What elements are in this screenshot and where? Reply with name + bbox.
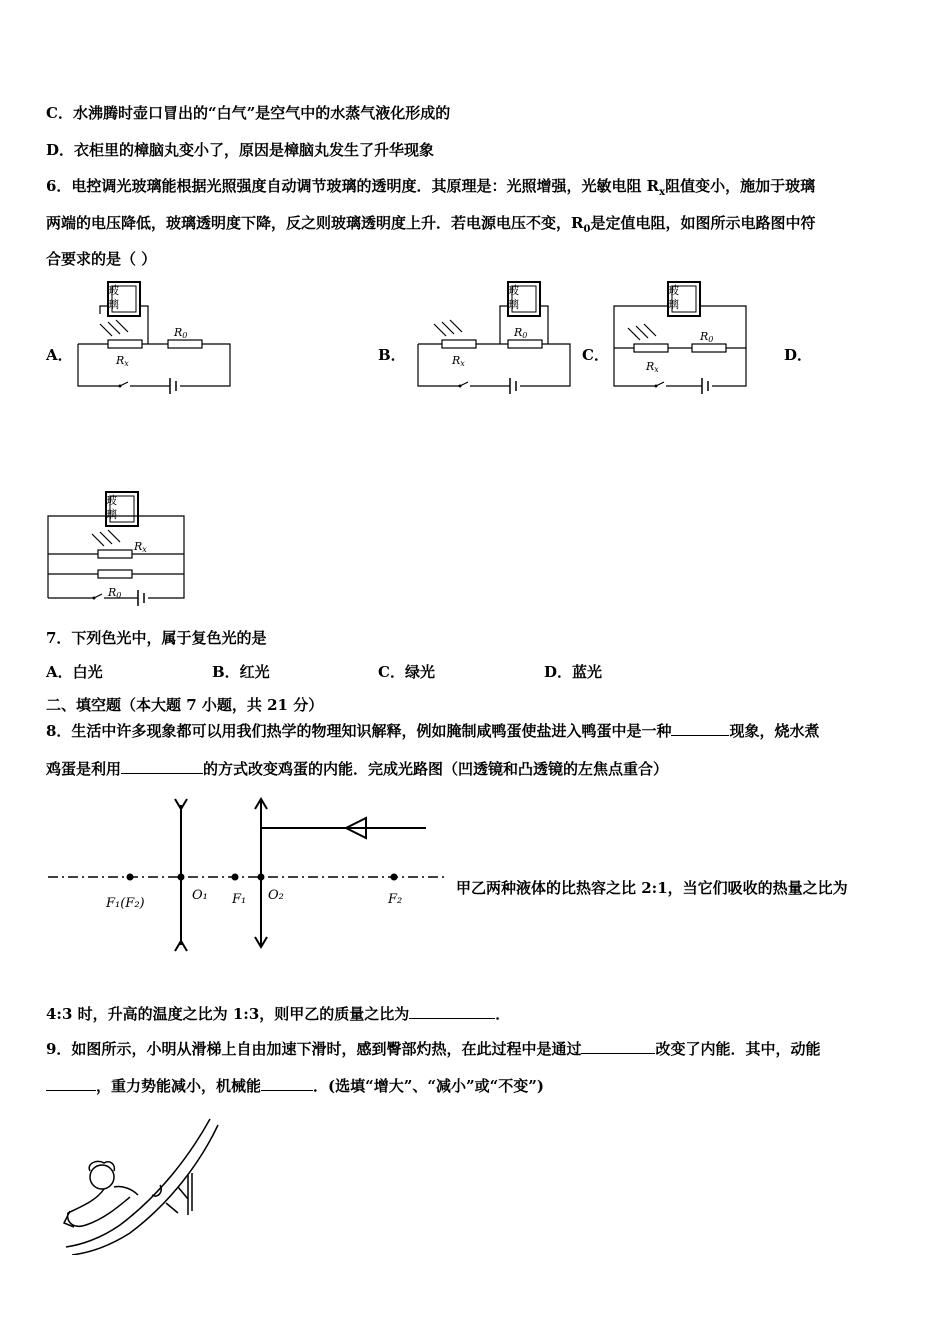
rx-subscript: x xyxy=(654,365,659,374)
glass-char-1: 玻 xyxy=(108,284,119,297)
rx-label: R xyxy=(646,360,655,373)
answer-blank[interactable] xyxy=(409,1004,495,1019)
q8-line1: 8．生活中许多现象都可以用我们热学的物理知识解释，例如腌制咸鸭蛋使盐进入鸭蛋中是一种 现象，烧水煮 xyxy=(46,722,820,740)
slide-illustration xyxy=(60,1115,220,1255)
q6-stem-line1: 6．电控调光玻璃能根据光照强度自动调节玻璃的透明度．其原理是：光照增强，光敏电阻 $R_x$阻值变小，施加于玻璃 xyxy=(46,177,816,198)
label-o2: O₂ xyxy=(268,888,284,903)
rx-subscript: x xyxy=(460,359,465,368)
answer-blank[interactable] xyxy=(671,721,729,736)
glass-char-1: 玻 xyxy=(668,284,679,297)
svg-text:Rx xyxy=(115,354,129,368)
r0-label: R xyxy=(174,326,183,339)
q8-line2: 鸡蛋是利用 的方式改变鸡蛋的内能．完成光路图（凹透镜和凸透镜的左焦点重合） xyxy=(46,760,669,778)
q5-option-d: D．衣柜里的樟脑丸变小了，原因是樟脑丸发生了升华现象 xyxy=(46,141,435,159)
label-f1f2: F₁(F₂) xyxy=(106,896,145,911)
answer-blank[interactable] xyxy=(121,759,203,774)
glass-char-1: 玻 xyxy=(508,284,519,297)
q9-line1: 9．如图所示，小明从滑梯上自由加速下滑时，感到臀部灼热，在此过程中是通过 改变了内能．其中，动能 xyxy=(46,1040,821,1058)
r0-label: R xyxy=(108,586,117,599)
q9-line2: ，重力势能减小，机械能 ．(选填“增大”、“减小”或“不变”) xyxy=(46,1075,544,1096)
glass-char-2: 璃 xyxy=(508,298,519,311)
q8-heat-text: 甲乙两种液体的比热容之比 2:1，当它们吸收的热量之比为 xyxy=(456,879,848,897)
answer-blank[interactable] xyxy=(46,1076,96,1091)
q6-label-b: B． xyxy=(378,346,406,364)
glass-char-2: 璃 xyxy=(668,298,679,311)
r0-subscript: 0 xyxy=(522,331,528,340)
r0-subscript: 0 xyxy=(708,335,714,344)
svg-text:Rx xyxy=(133,540,147,554)
q7-stem: 7．下列色光中，属于复色光的是 xyxy=(46,629,267,647)
svg-text:R0 xyxy=(699,330,713,344)
q7-option-d: D．蓝光 xyxy=(544,663,603,681)
answer-blank[interactable] xyxy=(581,1039,655,1054)
circuit-b xyxy=(410,276,580,396)
circuit-c xyxy=(606,276,756,396)
svg-text:R0 xyxy=(173,326,187,340)
answer-blank[interactable] xyxy=(261,1076,313,1091)
glass-char-2: 璃 xyxy=(106,508,117,521)
q6-label-d: D． xyxy=(784,346,813,364)
r0-label: R xyxy=(514,326,523,339)
svg-text:Rx xyxy=(451,354,465,368)
rx-subscript: x xyxy=(142,545,147,554)
r0-subscript: 0 xyxy=(182,331,188,340)
section-title: 二、填空题（本大题 7 小题，共 21 分） xyxy=(46,696,324,714)
q6-stem-line3: 合要求的是（ ） xyxy=(46,250,157,268)
svg-text:Rx xyxy=(645,360,659,374)
r0-subscript: 0 xyxy=(116,591,122,600)
q5-option-c: C．水沸腾时壶口冒出的“白气”是空气中的水蒸气液化形成的 xyxy=(46,104,451,122)
lens-diagram xyxy=(44,795,454,955)
q6-label-a: A． xyxy=(46,346,73,364)
rx-subscript: x xyxy=(124,359,129,368)
q7-option-c: C．绿光 xyxy=(378,663,435,681)
q6-label-c: C． xyxy=(582,346,609,364)
rx-label: R xyxy=(134,540,143,553)
q7-option-b: B．红光 xyxy=(212,663,270,681)
q6-stem-line2: 两端的电压降低，玻璃透明度下降，反之则玻璃透明度上升．若电源电压不变，$R_0$是定值电阻，如图所示电路图中符 xyxy=(46,214,816,235)
label-f1: F₁ xyxy=(232,892,247,907)
rx-label: R xyxy=(116,354,125,367)
rx-label: R xyxy=(452,354,461,367)
r0-label: R xyxy=(700,330,709,343)
svg-text:R0 xyxy=(107,586,121,600)
label-f2: F₂ xyxy=(388,892,403,907)
circuit-d xyxy=(44,488,194,608)
label-o1: O₁ xyxy=(192,888,208,903)
glass-char-2: 璃 xyxy=(108,298,119,311)
glass-char-1: 玻 xyxy=(106,494,117,507)
q8-line4: 4:3 时，升高的温度之比为 1:3，则甲乙的质量之比为 ． xyxy=(46,1005,511,1023)
svg-text:R0 xyxy=(513,326,527,340)
circuit-a xyxy=(70,276,240,396)
q7-option-a: A．白光 xyxy=(46,663,103,681)
